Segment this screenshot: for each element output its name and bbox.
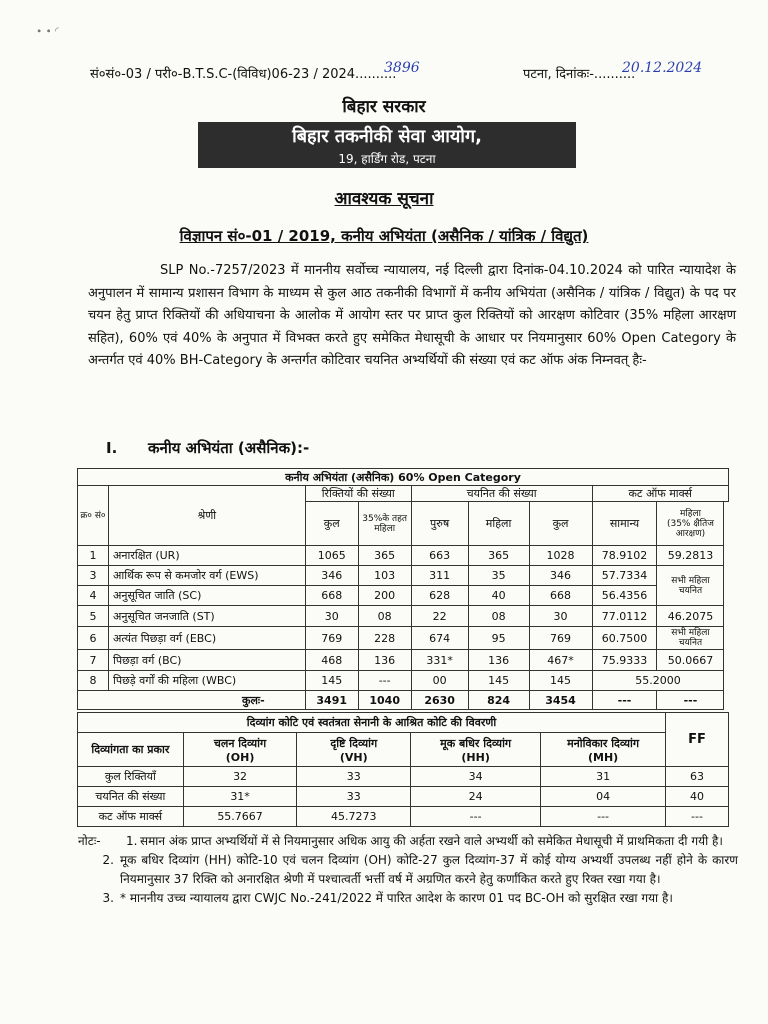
col-ff: FF (666, 713, 729, 767)
col-mh: मनोविकार दिव्यांग (MH) (541, 733, 666, 767)
scan-mark: ∙ ∙ ◜ (36, 26, 59, 37)
advertisement-line: विज्ञापन सं०-01 / 2019, कनीय अभियंता (असैनिक / यांत्रिक / विद्युत) (179, 227, 589, 245)
table-row: 8 पिछड़े वर्गों की महिला (WBC) 145 --- 00 145 145 55.2000 (78, 671, 729, 691)
table-row: कुल रिक्तियाँ 32 33 34 31 63 (78, 767, 729, 787)
table-row: 1 अनारक्षित (UR) 1065 365 663 365 1028 78.9102 59.2813 (78, 546, 729, 566)
civil-open-category-table (77, 468, 729, 710)
table-row: 4 अनुसूचित जाति (SC) 668 200 628 40 668 56.4356 (78, 586, 729, 606)
handwritten-date: 20.12.2024 (622, 60, 703, 76)
table-caption: कनीय अभियंता (असैनिक) 60% Open Category (78, 469, 729, 486)
table-row: 3 आर्थिक रूप से कमजोर वर्ग (EWS) 346 103 311 35 346 57.7334 सभी महिला चयनित (78, 566, 729, 586)
col-total: कुल (305, 502, 358, 546)
commission-address: 19, हार्डिंग रोड, पटना (338, 152, 436, 166)
table-row: चयनित की संख्या 31* 33 24 04 40 (78, 787, 729, 807)
table-row: 7 पिछड़ा वर्ग (BC) 468 136 331* 136 467* 75.9333 50.0667 (78, 650, 729, 671)
note-2: 2. मूक बधिर दिव्यांग (HH) कोटि-10 एवं चलन दिव्यांग (OH) कोटि-27 कुल दिव्यांग-37 में कोई योग्य अभ्यर्थी उपलब्ध नहीं होने के कारण नियमानुसार 37 रिक्ति को अनारक्षित श्रेणी में पश्चात्वर्ती भर्त्ती वर्ष में अग्रणित करने हेतु कर्णांकित करते हुए रिक्त रखा गया है। (102, 853, 738, 886)
col-disability-type: दिव्यांगता का प्रकार (78, 733, 184, 767)
commission-banner (198, 122, 576, 168)
disability-quota-table (77, 712, 729, 827)
note-1: नोटः- 1. समान अंक प्राप्त अभ्यर्थियों में से नियमानुसार अधिक आयु की अर्हता रखने वाले अभ्यर्थी को समेकित मेधासूची में प्राथमिकता दी गयी है। (78, 832, 738, 851)
notes-label: नोटः- (78, 834, 101, 848)
table-row: 6 अत्यंत पिछड़ा वर्ग (EBC) 769 228 674 95 769 60.7500 सभी महिला चयनित (78, 627, 729, 650)
commission-name: बिहार तकनीकी सेवा आयोग, (292, 126, 482, 147)
table-row: कट ऑफ मार्क्स 55.7667 45.7273 --- --- --- (78, 807, 729, 827)
col-women: महिला (35% क्षैतिज आरक्षण) (657, 502, 724, 546)
group-selected: चयनित की संख्या (411, 486, 592, 502)
table-row: 5 अनुसूचित जनजाति (ST) 30 08 22 08 30 77.0112 46.2075 (78, 606, 729, 627)
handwritten-letter-number: 3896 (384, 60, 420, 76)
government-title: बिहार सरकार (342, 97, 426, 117)
note-3: 3. * माननीय उच्च न्यायालय द्वारा CWJC No.-241/2022 में पारित आदेश के कारण 01 पद BC-OH को सुरक्षित रखा गया है। (102, 891, 673, 905)
reference-number: सं०सं०-03 / परी०-B.T.S.C-(विविध)06-23 / 2024.......... (90, 67, 397, 82)
col-female: महिला (468, 502, 529, 546)
col-vh: दृष्टि दिव्यांग (VH) (297, 733, 411, 767)
col-general: सामान्य (592, 502, 657, 546)
col-male: पुरुष (411, 502, 468, 546)
col-35-women: 35%के तहत महिला (358, 502, 411, 546)
col-hh: मूक बधिर दिव्यांग (HH) (411, 733, 541, 767)
notice-title: आवश्यक सूचना (334, 189, 434, 209)
col-sno: क्र० सं० (78, 486, 109, 546)
place-date: पटना, दिनांकः-.......... (523, 67, 636, 82)
col-category: श्रेणी (108, 486, 305, 546)
group-vacancy: रिक्तियों की संख्या (305, 486, 411, 502)
total-row: कुलः- 3491 1040 2630 824 3454 --- --- (78, 691, 729, 710)
col-oh: चलन दिव्यांग (OH) (183, 733, 297, 767)
col-selected-total: कुल (529, 502, 592, 546)
intro-paragraph: SLP No.-7257/2023 में माननीय सर्वोच्च न्यायालय, नई दिल्ली द्वारा दिनांक-04.10.2024 को पारित न्यायादेश के अनुपालन में सामान्य प्रशासन विभाग के माध्यम से कुल आठ तकनीकी विभागों में कनीय अभियंता (असैनिक / यांत्रिक / विद्युत) के पद पर चयन हेतु प्राप्त रिक्तियों की अधियाचना के आलोक में आयोग स्तर पर प्राप्त कुल रिक्तियों को आरक्षण कोटिवार (35% महिला आरक्षण सहित), 60% एवं 40% के अनुपात में विभक्त करते हुए समेकित मेधासूची के आधार पर नियमानुसार 60% Open Category के अन्तर्गत एवं 40% BH-Category के अन्तर्गत कोटिवार चयनित अभ्यर्थियों की संख्या एवं कट ऑफ अंक निम्नवत् हैः- (88, 263, 736, 369)
section-heading: I. कनीय अभियंता (असैनिक):- (106, 439, 310, 457)
table2-caption: दिव्यांग कोटि एवं स्वतंत्रता सेनानी के आश्रित कोटि की विवरणी (78, 713, 666, 733)
notes-section (78, 832, 738, 908)
group-cutoff: कट ऑफ मार्क्स (592, 486, 729, 502)
